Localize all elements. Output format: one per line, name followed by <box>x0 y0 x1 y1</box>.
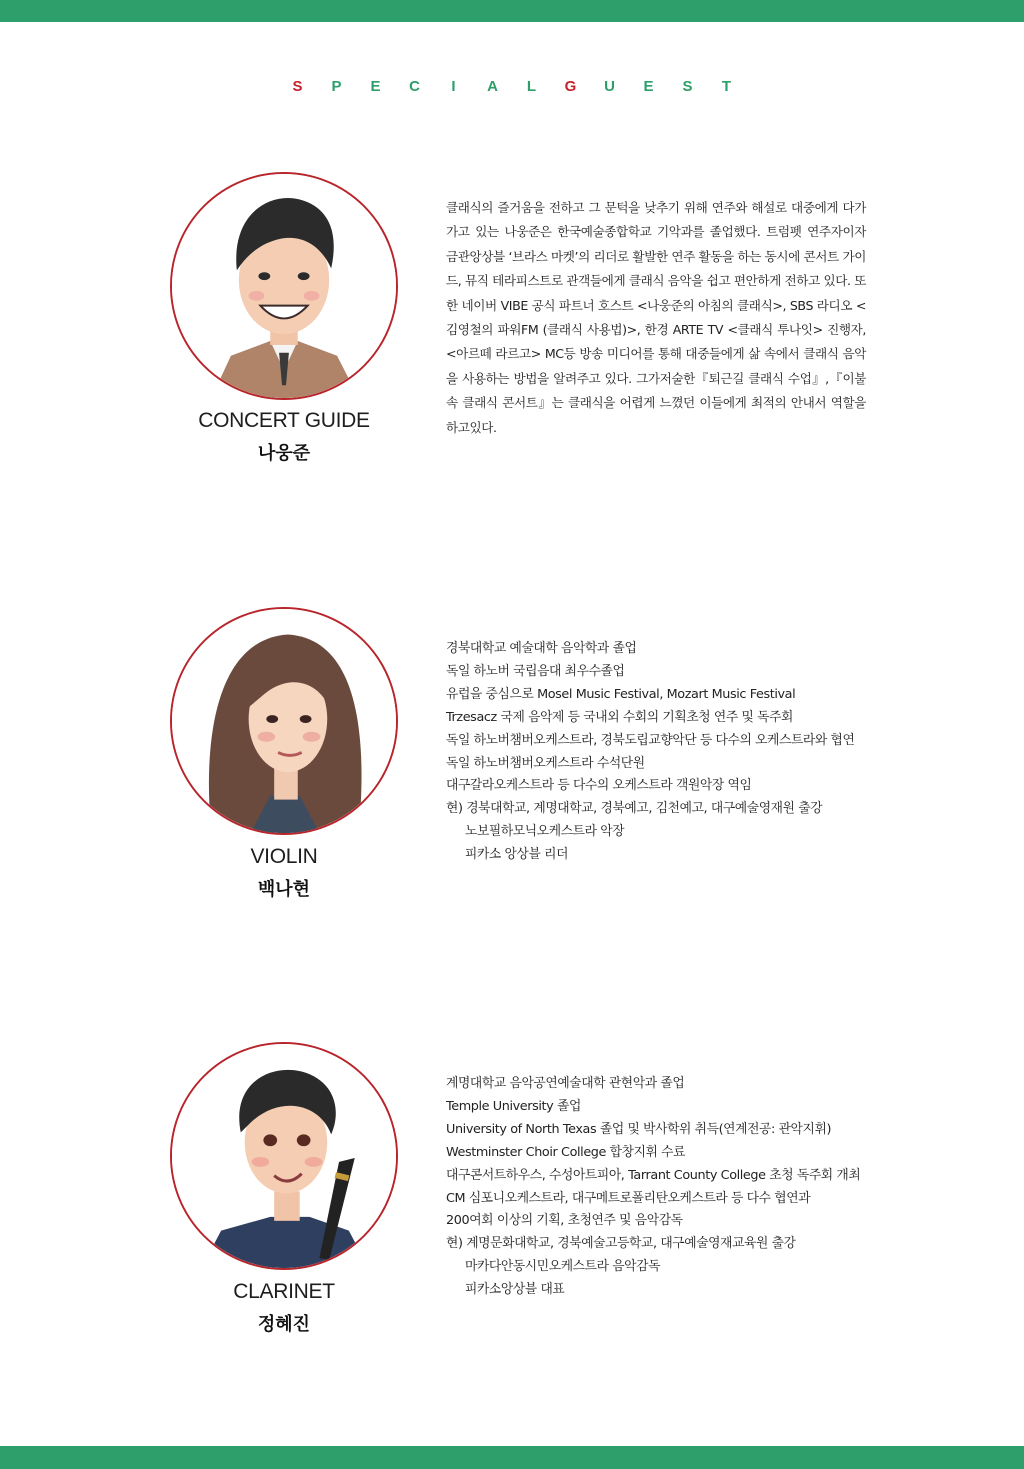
title-letter: A <box>487 78 498 95</box>
list-item: CM 심포니오케스트라, 대구메트로폴리탄오케스트라 등 다수 협연과 <box>446 1190 811 1206</box>
concert-guide-portrait <box>170 172 398 400</box>
list-item: 마카다안동시민오케스트라 음악감독 <box>465 1259 661 1275</box>
title-letter: E <box>643 78 654 95</box>
guest-role: CONCERT GUIDE <box>198 409 370 432</box>
title-letter: C <box>409 78 420 95</box>
guest-career-list <box>446 1073 916 1302</box>
list-item: 현) 경북대학교, 계명대학교, 경북예고, 김천예고, 대구예술영재원 출강 <box>446 801 823 817</box>
list-item: 대구콘서트하우스, 수성아트피아, Tarrant County College 초청 독주회 개최 <box>446 1167 861 1183</box>
section-title <box>0 78 1024 95</box>
list-item: 독일 하노버 국립음대 최우수졸업 <box>446 663 625 679</box>
woman-illustration-icon <box>172 609 396 833</box>
guest-name: 정혜진 <box>257 1314 311 1335</box>
top-color-band <box>0 0 1024 22</box>
title-letter: S <box>682 78 693 95</box>
list-item: University of North Texas 졸업 및 박사학위 취득(연계전공: 관악지휘) <box>446 1121 832 1137</box>
guest-career-list <box>446 638 916 867</box>
guest-name: 나웅준 <box>257 443 311 464</box>
guest-role: VIOLIN <box>250 845 318 868</box>
bottom-color-band <box>0 1446 1024 1469</box>
title-letter: I <box>451 78 456 95</box>
list-item: 대구갈라오케스트라 등 다수의 오케스트라 객원악장 역임 <box>446 778 752 794</box>
list-item: Westminster Choir College 합창지휘 수료 <box>446 1144 686 1160</box>
list-item: 독일 하노버챔버오케스트라 수석단원 <box>446 755 645 771</box>
clarinetist-illustration-icon <box>172 1044 396 1268</box>
man-illustration-icon <box>172 174 396 398</box>
title-letter: U <box>604 78 615 95</box>
list-item: 노보필하모닉오케스트라 악장 <box>465 824 625 840</box>
title-letter: S <box>292 78 303 95</box>
list-item: 계명대학교 음악공연예술대학 관현악과 졸업 <box>446 1076 685 1091</box>
violin-portrait <box>170 607 398 835</box>
list-item: 경북대학교 예술대학 음악학과 졸업 <box>446 641 637 656</box>
title-letter: P <box>331 78 342 95</box>
title-letter: E <box>370 78 381 95</box>
list-item: 현) 계명문화대학교, 경북예술고등학교, 대구예술영재교육원 출강 <box>446 1236 796 1252</box>
list-item: 유럽을 중심으로 Mosel Music Festival, Mozart Music Festival <box>446 686 796 702</box>
guest-role: CLARINET <box>233 1280 335 1303</box>
list-item: 피카소앙상블 대표 <box>465 1282 565 1298</box>
list-item: 피카소 앙상블 리더 <box>465 847 569 863</box>
guest-bio: 클래식의 즐거움을 전하고 그 문턱을 낮추기 위해 연주와 해설로 대중에게 다가가고 있는 나웅준은 한국예술종합학교 기악과를 졸업했다. 트럼펫 연주자이자 금관앙상블 ‘브라스 마켓’의 리더로 활발한 연주 활동을 하는 동시에 콘서트 가이드, 뮤직 테라피스트로 관객들에게 클래식 음악을 쉽고 편안하게 전하고 있다. 또한 네이버 VIBE 공식 파트너 호스트 <나웅준의 아침의 클래식>, SBS 라디오 <김영철의 파워FM (클래식 사용법)>, 한경 ARTE TV <클래식 투나잇> 진행자, <아르떼 라르고> MC등 방송 미디어를 통해 대중들에게 삶 속에서 클래식 음악을 사용하는 방법을 알려주고 있다. 그가저술한『퇴근길 클래식 수업』,『이불 속 클래식 콘서트』는 클래식을 어렵게 느꼈던 이들에게 최적의 안내서 역할을 하고있다. <box>446 200 866 435</box>
title-letter: L <box>526 78 537 95</box>
title-letter: G <box>564 78 577 95</box>
list-item: 독일 하노버챔버오케스트라, 경북도립교향악단 등 다수의 오케스트라와 협연 <box>446 732 855 748</box>
title-letter: T <box>721 78 732 95</box>
guest-name: 백나현 <box>257 879 311 900</box>
list-item: Trzesacz 국제 음악제 등 국내외 수회의 기획초청 연주 및 독주회 <box>446 709 794 725</box>
list-item: Temple University 졸업 <box>446 1098 581 1114</box>
clarinet-portrait <box>170 1042 398 1270</box>
list-item: 200여회 이상의 기획, 초청연주 및 음악감독 <box>446 1213 683 1229</box>
